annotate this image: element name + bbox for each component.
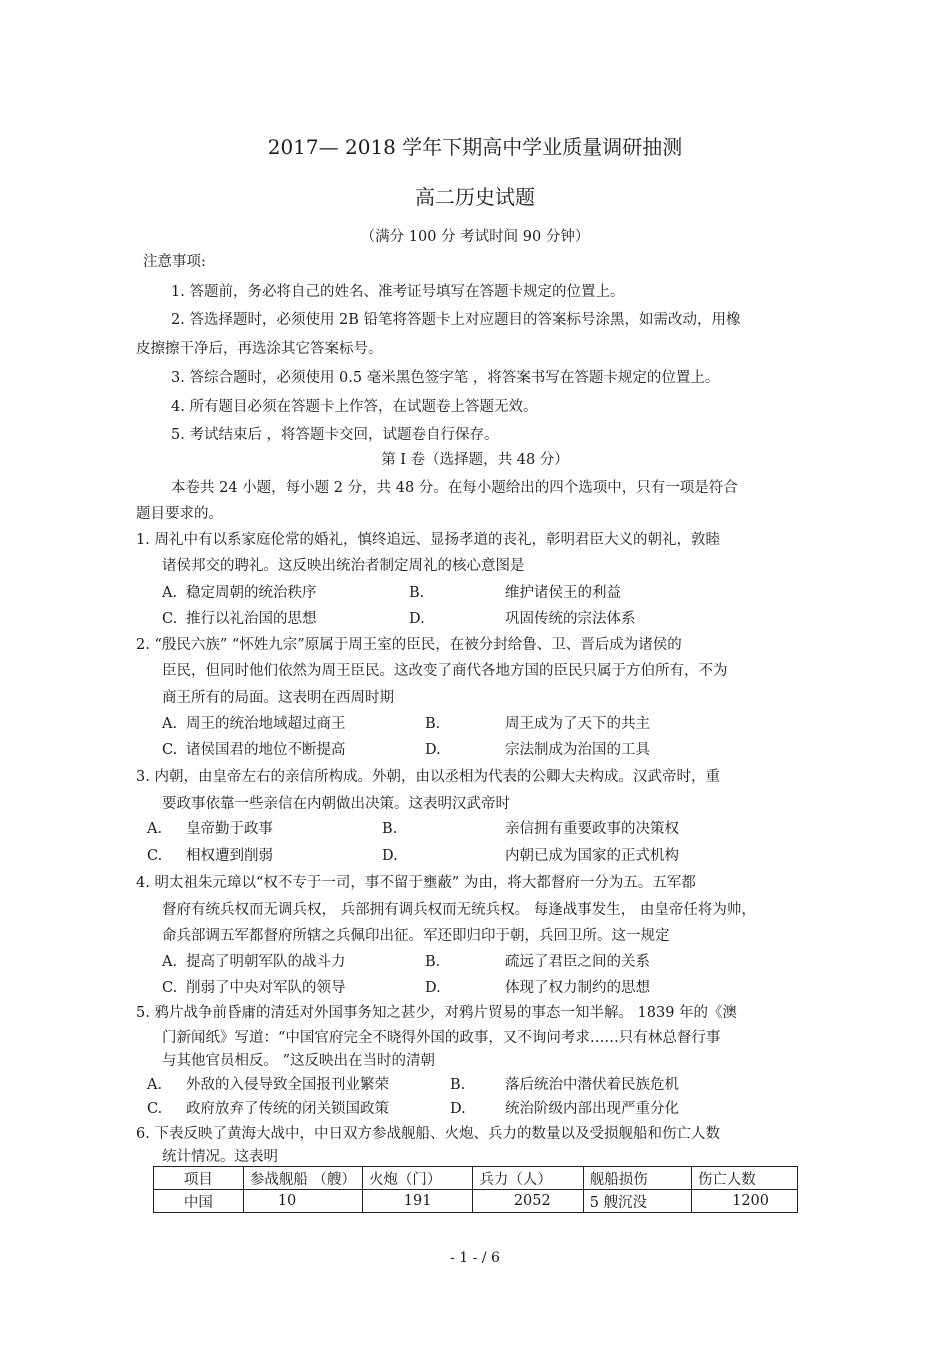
question-stem: 6. 下表反映了黄海大战中，中日双方参战舰船、火炮、兵力的数量以及受损舰船和伤亡人数 — [136, 1126, 720, 1142]
question-stem: 统计情况。这表明 — [162, 1149, 278, 1165]
option-text: 亲信拥有重要政事的决策权 — [505, 821, 679, 837]
option-text: 政府放弃了传统的闭关锁国政策 — [186, 1101, 389, 1117]
question-stem: 商王所有的局面。这表明在西周时期 — [162, 690, 394, 706]
question-stem: 2. “殷民六族” “怀姓九宗”原属于周王室的臣民，在被分封给鲁、卫、晋后成为诸侯的 — [136, 637, 682, 653]
exam-meta: （满分 100 分 考试时间 90 分钟） — [360, 229, 590, 245]
table-cell: 10 — [243, 1190, 362, 1213]
question-stem: 与其他官员相反。 ”这反映出在当时的清朝 — [162, 1053, 436, 1069]
option-text: 体现了权力制约的思想 — [505, 980, 650, 996]
option-text: 维护诸侯王的利益 — [505, 585, 621, 601]
table-header-row — [154, 1167, 798, 1190]
option-letter: A. — [147, 821, 163, 837]
note-item: 1. 答题前，务必将自己的姓名、准考证号填写在答题卡规定的位置上。 — [171, 284, 625, 300]
question-stem: 5. 鸦片战争前昏庸的清廷对外国事务知之甚少，对鸦片贸易的事态一知半解。 1839 年的《澳 — [136, 1005, 738, 1021]
option-letter: A. — [147, 1077, 163, 1093]
table-cell: 2052 — [473, 1190, 583, 1213]
option-letter: B. — [425, 954, 441, 970]
table-cell: 191 — [362, 1190, 472, 1213]
option-letter: C. — [162, 742, 178, 758]
section-intro: 题目要求的。 — [136, 506, 223, 522]
table-cell: 中国 — [154, 1190, 244, 1213]
table-header-cell: 火炮（门） — [362, 1167, 472, 1190]
table-header-cell: 舰船损伤 — [583, 1167, 691, 1190]
note-item: 5. 考试结束后 ，将答题卡交回，试题卷自行保存。 — [171, 427, 499, 443]
option-letter: C. — [147, 1101, 163, 1117]
exam-subtitle: 高二历史试题 — [415, 185, 535, 209]
option-letter: C. — [162, 611, 178, 627]
table-cell: 5 艘沉没 — [583, 1190, 691, 1213]
option-text: 宗法制成为治国的工具 — [505, 742, 650, 758]
table-row — [154, 1190, 798, 1213]
note-item: 4. 所有题目必须在答题卡上作答，在试题卷上答题无效。 — [171, 399, 538, 415]
question-stem: 命兵部调五军都督府所辖之兵佩印出征。军还即归印于朝，兵回卫所。这一规定 — [162, 928, 670, 944]
option-text: 统治阶级内部出现严重分化 — [505, 1101, 679, 1117]
question-stem: 臣民，但同时他们依然为周王臣民。这改变了商代各地方国的臣民只属于方伯所有，不为 — [162, 663, 728, 679]
question-stem: 督府有统兵权而无调兵权， 兵部拥有调兵权而无统兵权。 每逢战事发生， 由皇帝任将为帅， — [162, 902, 756, 918]
table-header-cell: 参战舰船 （艘） — [243, 1167, 362, 1190]
option-text: 周王成为了天下的共主 — [505, 716, 650, 732]
option-text: 周王的统治地域超过商王 — [186, 716, 346, 732]
section-intro: 本卷共 24 小题，每小题 2 分，共 48 分。在每小题给出的四个选项中，只有一项是符合 — [171, 480, 738, 496]
option-letter: A. — [162, 954, 178, 970]
battle-stats-table — [153, 1166, 798, 1213]
exam-title: 2017— 2018 学年下期高中学业质量调研抽测 — [267, 135, 683, 159]
option-letter: D. — [450, 1101, 466, 1117]
option-letter: D. — [425, 742, 441, 758]
question-stem: 诸侯邦交的聘礼。这反映出统治者制定周礼的核心意图是 — [162, 558, 525, 574]
section-title: 第 I 卷（选择题，共 48 分） — [381, 452, 569, 468]
option-letter: C. — [162, 980, 178, 996]
note-item: 皮擦擦干净后，再选涂其它答案标号。 — [136, 341, 383, 357]
table-header-cell: 伤亡人数 — [691, 1167, 797, 1190]
notes-heading: 注意事项: — [143, 254, 206, 270]
option-letter: D. — [382, 848, 398, 864]
question-stem: 门新闻纸》写道：“中国官府完全不晓得外国的政事，又不询问考求……只有林总督行事 — [162, 1030, 721, 1046]
option-text: 皇帝勤于政事 — [186, 821, 273, 837]
table-header-cell: 兵力（人） — [473, 1167, 583, 1190]
option-letter: D. — [409, 611, 425, 627]
option-text: 稳定周朝的统治秩序 — [186, 585, 317, 601]
option-letter: B. — [425, 716, 441, 732]
option-text: 削弱了中央对军队的领导 — [186, 980, 346, 996]
note-item: 3. 答综合题时，必须使用 0.5 毫米黑色签字笔 ，将答案书写在答题卡规定的位置上。 — [171, 370, 720, 386]
option-text: 提高了明朝军队的战斗力 — [186, 954, 346, 970]
question-stem: 3. 内朝，由皇帝左右的亲信所构成。外朝，由以丞相为代表的公卿大夫构成。汉武帝时，重 — [136, 769, 720, 785]
table-cell: 1200 — [691, 1190, 797, 1213]
option-letter: A. — [162, 585, 178, 601]
option-text: 疏远了君臣之间的关系 — [505, 954, 650, 970]
option-letter: C. — [147, 848, 163, 864]
question-stem: 1. 周礼中有以系家庭伦常的婚礼，慎终追远、显扬孝道的丧礼，彰明君臣大义的朝礼，敦睦 — [136, 532, 720, 548]
option-letter: B. — [409, 585, 425, 601]
option-letter: D. — [425, 980, 441, 996]
option-text: 相权遭到削弱 — [186, 848, 273, 864]
option-text: 推行以礼治国的思想 — [186, 611, 317, 627]
option-letter: A. — [162, 716, 178, 732]
question-stem: 4. 明太祖朱元璋以“权不专于一司，事不留于壅蔽” 为由，将大都督府一分为五。五军都 — [136, 875, 696, 891]
option-letter: B. — [382, 821, 398, 837]
option-text: 诸侯国君的地位不断提高 — [186, 742, 346, 758]
option-text: 内朝已成为国家的正式机构 — [505, 848, 679, 864]
question-stem: 要政事依靠一些亲信在内朝做出决策。这表明汉武帝时 — [162, 796, 510, 812]
option-text: 落后统治中潜伏着民族危机 — [505, 1077, 679, 1093]
option-text: 外敌的入侵导致全国报刊业繁荣 — [186, 1077, 389, 1093]
option-text: 巩固传统的宗法体系 — [505, 611, 636, 627]
table-header-cell: 项目 — [154, 1167, 244, 1190]
note-item: 2. 答选择题时，必须使用 2B 铅笔将答题卡上对应题目的答案标号涂黑，如需改动，用橡 — [171, 312, 741, 328]
option-letter: B. — [450, 1077, 466, 1093]
page-number: - 1 - / 6 — [450, 1250, 500, 1266]
